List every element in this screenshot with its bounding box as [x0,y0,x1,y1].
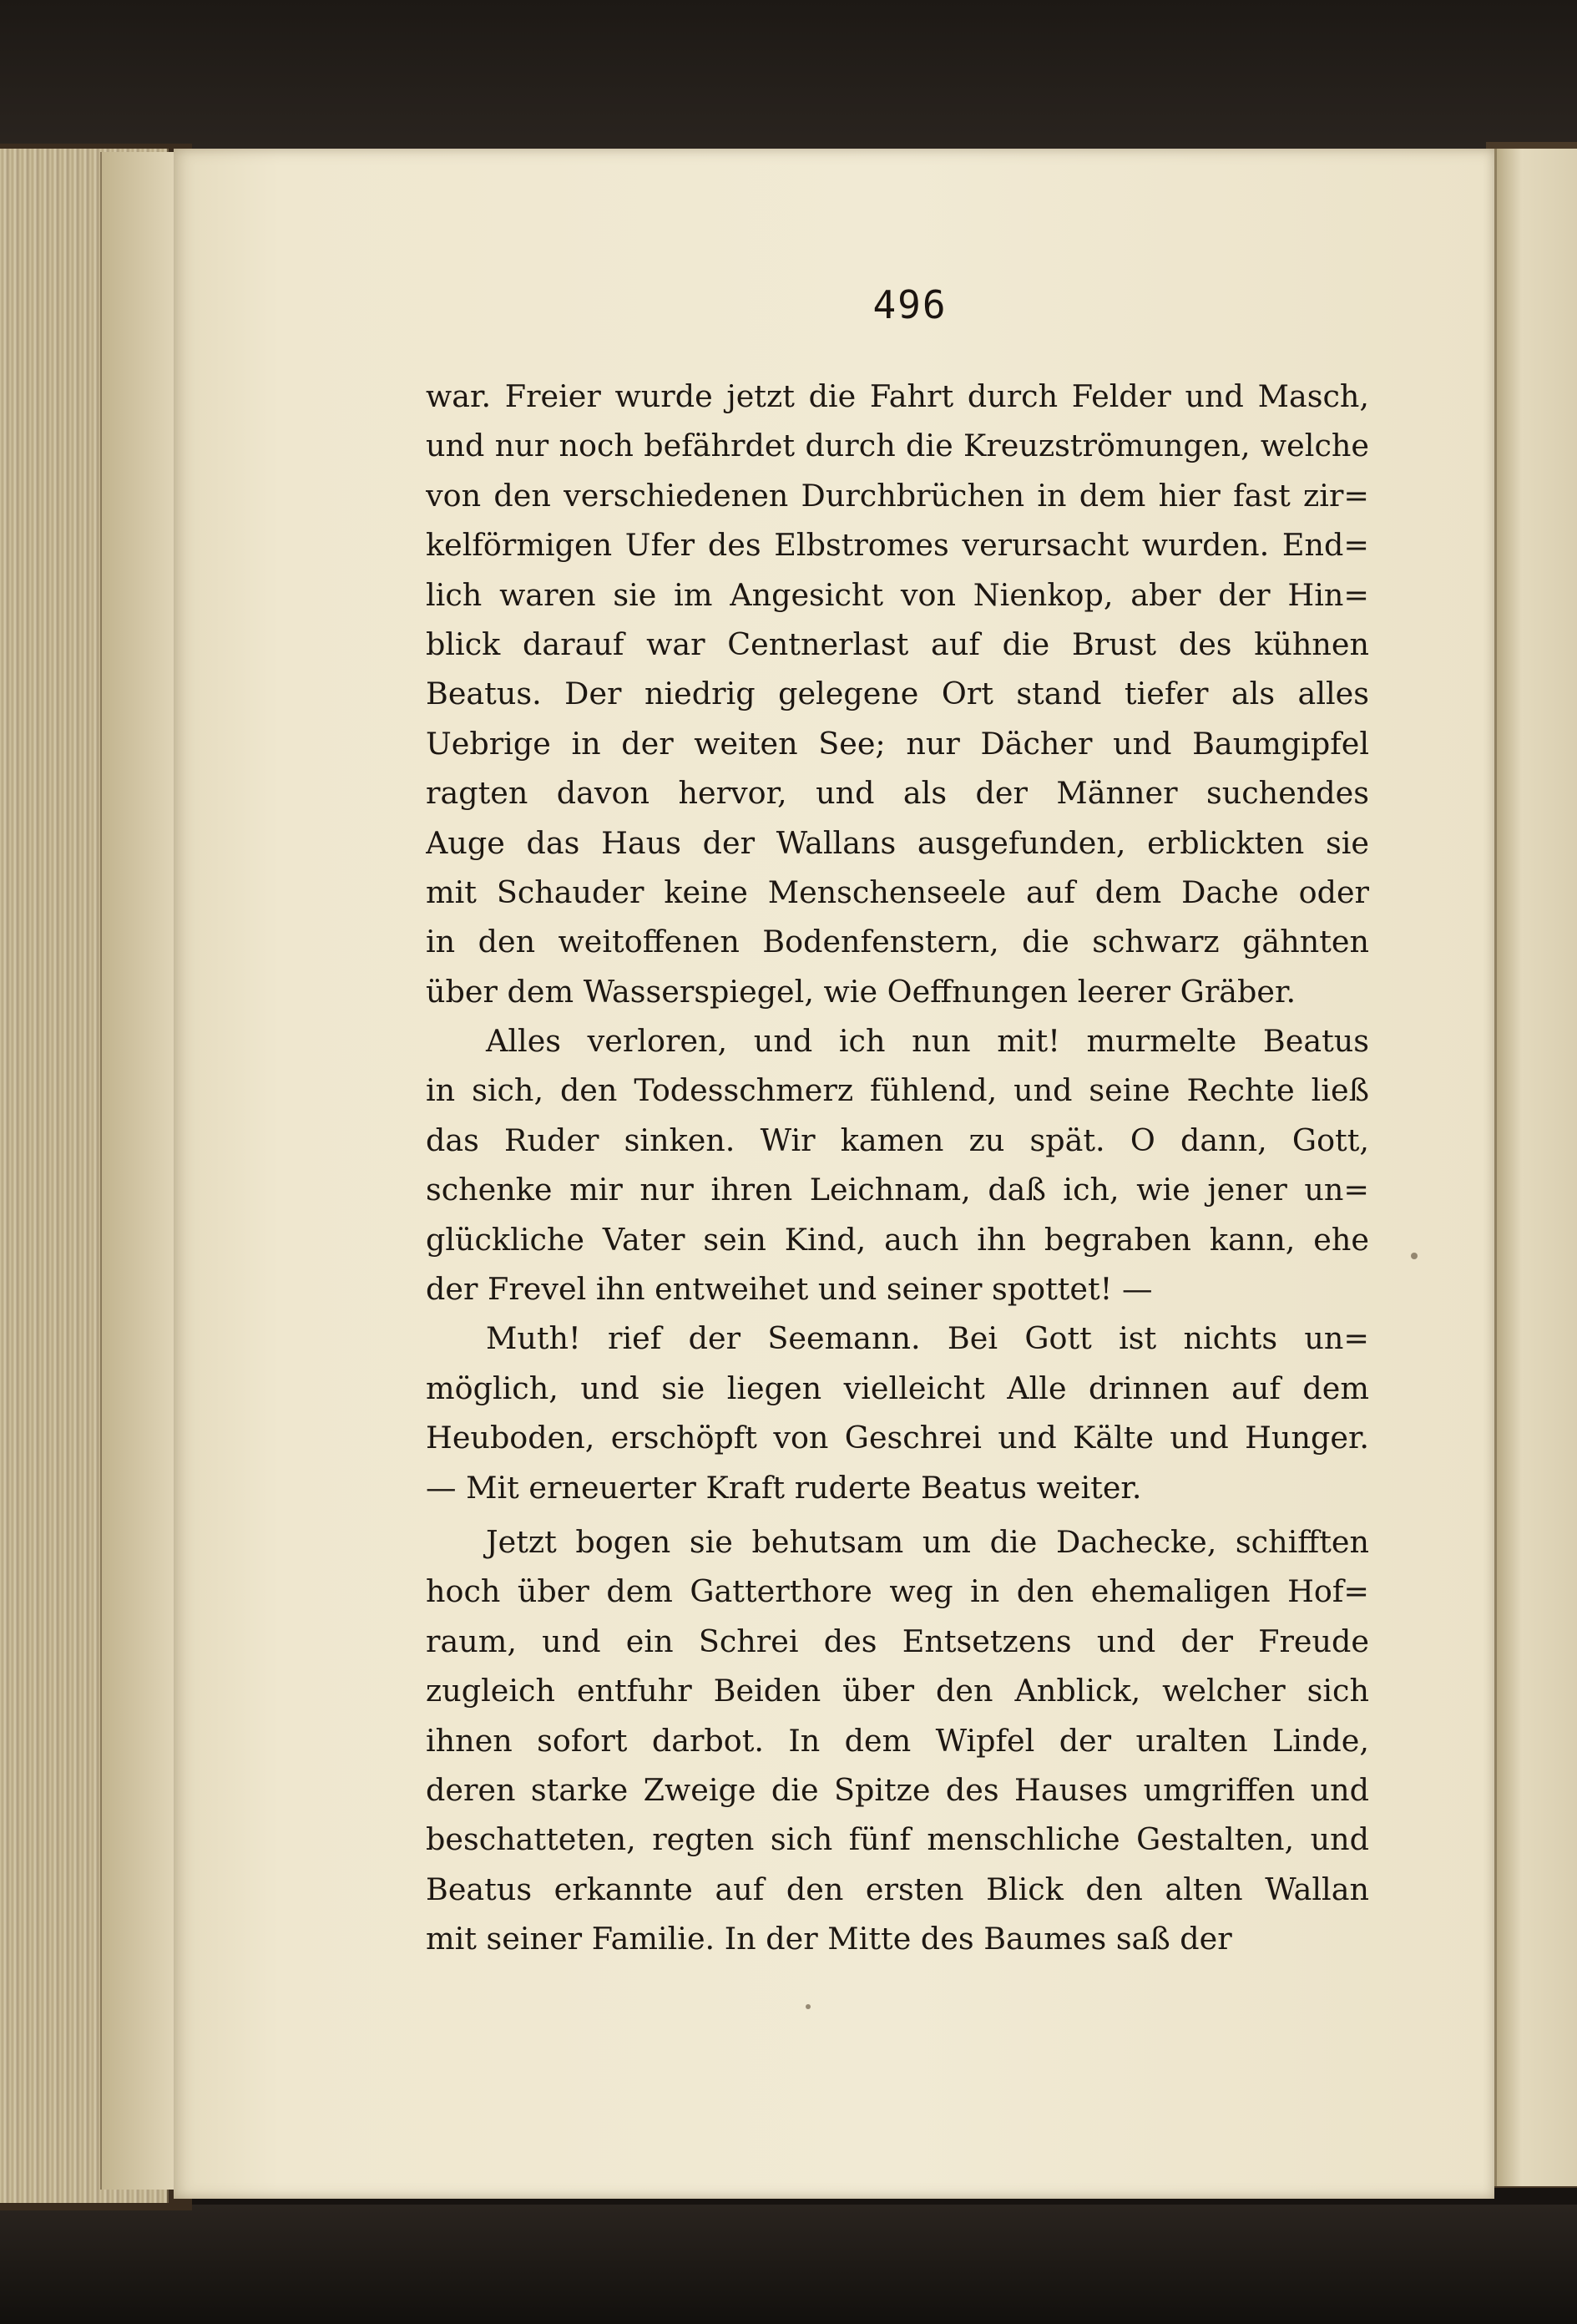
ink-speck [806,2004,811,2009]
text-line: Jetzt bogen sie behutsam um die Dachecke, schifften [486,1523,1369,1560]
text-line: ragten davon hervor, und als der Männer suchendes [426,775,1369,812]
text-line: mit Schauder keine Menschenseele auf dem Dache oder [426,873,1369,910]
text-line: deren starke Zweige die Spitze des Hauses umgriffen und [426,1771,1369,1808]
text-line: in sich, den Todesschmerz fühlend, und seine Rechte ließ [426,1072,1369,1109]
background-top [0,0,1577,150]
text-line: möglich, und sie liegen vielleicht Alle drinnen auf dem [426,1370,1369,1406]
text-line: in den weitoffenen Bodenfenstern, die schwarz gähnten [426,924,1369,960]
paragraph [426,1517,1369,1964]
text-line: kelförmigen Ufer des Elbstromes verursacht wurden. End= [426,527,1369,564]
text-line: ihnen sofort darbot. In dem Wipfel der uralten Linde, [426,1722,1369,1759]
text-line: lich waren sie im Angesicht von Nienkop, aber der Hin= [426,576,1369,613]
text-line: beschatteten, regten sich fünf menschliche Gestalten, und [426,1821,1369,1858]
text-line: glückliche Vater sein Kind, auch ihn begraben kann, ehe [426,1221,1369,1258]
text-line: von den verschiedenen Durchbrüchen in dem hier fast zir= [426,477,1369,514]
text-line: das Ruder sinken. Wir kamen zu spät. O dann, Gott, [426,1121,1369,1158]
text-line: Beatus. Der niedrig gelegene Ort stand tiefer als alles [426,676,1369,712]
background-bottom [0,2205,1577,2324]
text-line: Heuboden, erschöpft von Geschrei und Kälte und Hunger. [426,1420,1369,1456]
text-line: der Frevel ihn entweihet und seiner spottet! — [426,1271,1153,1308]
page-number: 496 [872,282,948,327]
text-line: Uebrige in der weiten See; nur Dächer und Baumgipfel [426,725,1369,762]
page-stack-inner-edge [100,152,177,2190]
text-line: über dem Wasserspiegel, wie Oeffnungen leerer Gräber. [426,973,1296,1010]
ink-speck [1411,1253,1418,1259]
text-line: raum, und ein Schrei des Entsetzens und der Freude [426,1623,1369,1659]
text-line: schenke mir nur ihren Leichnam, daß ich, wie jener un= [426,1172,1369,1208]
text-line: Alles verloren, und ich nun mit! murmelte Beatus [486,1023,1369,1060]
text-line: Auge das Haus der Wallans ausgefunden, erblickten sie [426,824,1369,861]
paragraph [426,1314,1369,1512]
text-line: zugleich entfuhr Beiden über den Anblick, welcher sich [426,1673,1369,1709]
facing-page-edge [1494,149,1577,2186]
text-line: Muth! rief der Seemann. Bei Gott ist nichts un= [486,1320,1369,1357]
body-text [426,372,1369,1964]
paragraph [426,372,1369,1016]
text-line: Beatus erkannte auf den ersten Blick den alten Wallan [426,1871,1369,1907]
text-line: mit seiner Familie. In der Mitte des Baumes saß der [426,1921,1232,1957]
text-line: — Mit erneuerter Kraft ruderte Beatus weiter. [426,1469,1142,1506]
text-line: und nur noch befährdet durch die Kreuzströmungen, welche [426,428,1369,464]
text-line: hoch über dem Gatterthore weg in den ehemaligen Hof= [426,1573,1369,1610]
paragraph [426,1016,1369,1314]
text-line: blick darauf war Centnerlast auf die Brust des kühnen [426,625,1369,662]
text-line: war. Freier wurde jetzt die Fahrt durch Felder und Masch, [426,378,1369,414]
